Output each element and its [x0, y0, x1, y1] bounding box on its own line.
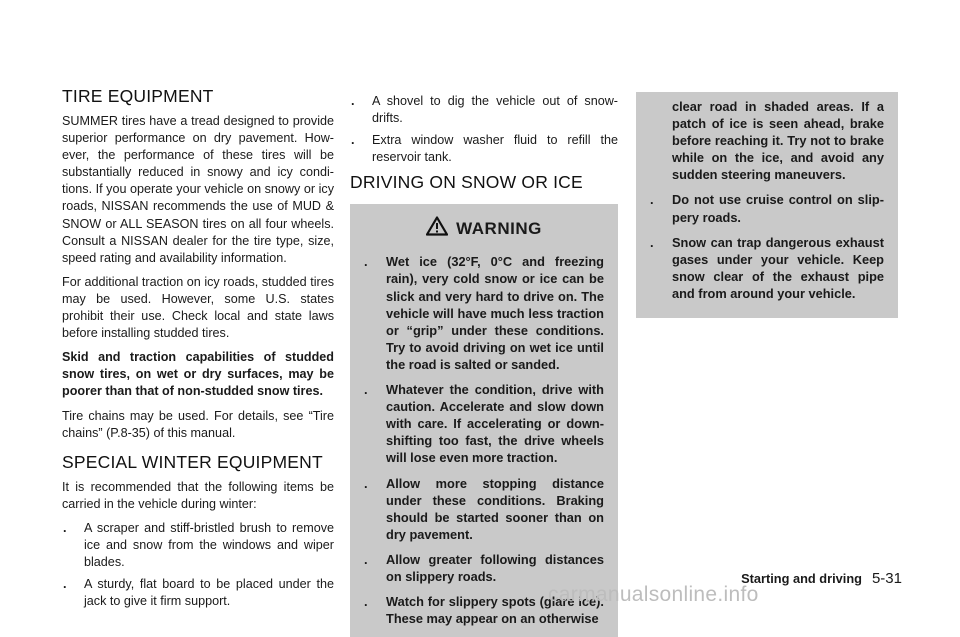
page-footer [741, 570, 902, 587]
winter-items-list-continued [350, 93, 618, 166]
warning-item: . Whatever the condition, drive with caution. Accelerate and slow down with care. If accelerating or downshifting too fast, the drive wheels will lose even more traction. [364, 382, 604, 466]
column-1 [62, 86, 334, 615]
list-item: . A scraper and stiff-bristled brush to remove ice and snow from the windows and wiper blades. [63, 520, 334, 570]
list-item: . A shovel to dig the vehicle out of snow-drifts. [351, 94, 618, 126]
column-3 [636, 92, 898, 318]
warning-item: . Allow more stopping distance under these conditions. Braking should be started sooner than on dry pavement. [364, 475, 604, 542]
warning-list-continued [650, 191, 884, 302]
warning-item: . Snow can trap dangerous exhaust gases under your vehicle. Keep snow clear of the exhaust pipe and from around your vehicle. [650, 234, 884, 301]
column-2 [350, 93, 618, 637]
paragraph-winter-intro: It is recommended that the following items be carried in the vehicle during winter: [62, 479, 334, 511]
watermark: carmanualsonline.info [548, 583, 759, 606]
list-item: . Extra window washer fluid to refill the reservoir tank. [351, 133, 618, 165]
warning-title: WARNING [456, 218, 542, 238]
section-name: Starting and driving [741, 571, 862, 586]
warning-list [364, 253, 604, 627]
heading-special-winter-equipment: SPECIAL WINTER EQUIPMENT [62, 451, 323, 472]
warning-item: . Wet ice (32°F, 0°C and freezing rain), very cold snow or ice can be slick and very hard to drive on. The vehicle will have much less traction or “grip” under these conditions. Try to avoid driving on wet ice until the road is salted or sanded. [364, 254, 604, 372]
warning-box [350, 204, 618, 637]
paragraph-summer-tires: SUMMER tires have a tread designed to provide superior performance on dry pavement. However, the performance of these tires will be substantially reduced in snowy and icy conditions. If you operate your vehicle on snowy or icy roads, NISSAN recommends the use of MUD & SNOW or ALL SEASON tires on all four wheels. Consult a NISSAN dealer for the tire type, size, speed rating and availability information. [62, 114, 334, 265]
heading-driving-on-snow-or-ice: DRIVING ON SNOW OR ICE [350, 172, 583, 193]
winter-items-list [62, 520, 334, 610]
warning-triangle-icon [426, 216, 448, 241]
paragraph-tire-chains: Tire chains may be used. For details, see “Tire chains” (P.8-35) of this manual. [62, 408, 334, 440]
list-item: . A sturdy, flat board to be placed under the jack to give it firm support. [63, 577, 334, 609]
warning-header [364, 216, 604, 241]
page-number: 5-31 [871, 570, 902, 587]
paragraph-skid-traction: Skid and traction capabilities of studded snow tires, on wet or dry surfaces, may be poorer than that of non-studded snow tires. [62, 350, 334, 399]
warning-box-continued [636, 92, 898, 318]
warning-item: . Watch for slippery spots (glare ice). These may appear on an otherwise [364, 594, 604, 627]
warning-item: . Allow greater following distances on slippery roads. [364, 551, 604, 584]
warning-continued-text: clear road in shaded areas. If a patch of ice is seen ahead, brake before reaching it. Try not to brake while on the ice, and avoid any sudden steering maneuvers. [672, 99, 884, 183]
paragraph-studded-tires: For additional traction on icy roads, studded tires may be used. However, some U.S. states prohibit their use. Check local and state laws before installing studded tires. [62, 274, 334, 341]
warning-item: . Do not use cruise control on slippery roads. [650, 192, 884, 225]
heading-tire-equipment: TIRE EQUIPMENT [62, 86, 214, 106]
